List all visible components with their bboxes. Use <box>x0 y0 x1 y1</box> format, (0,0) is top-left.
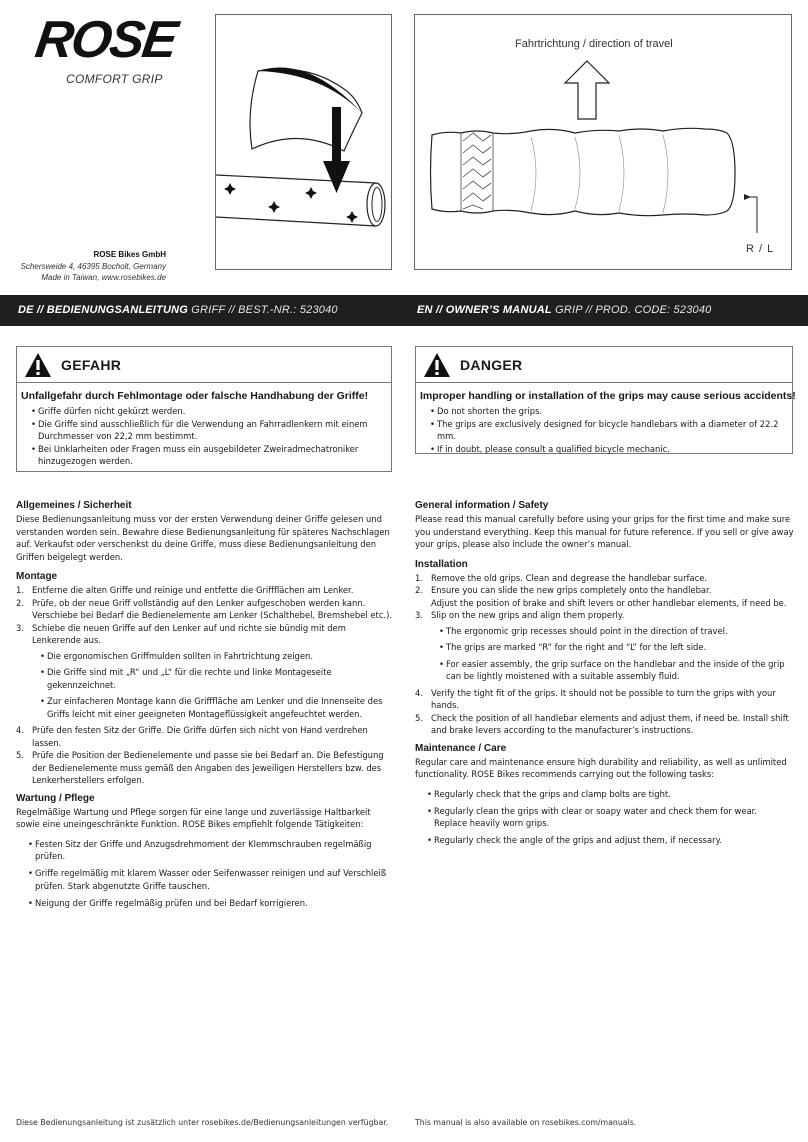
company-info <box>20 249 166 284</box>
list-item: • Griffe regelmäßig mit klarem Wasser oder Seifenwasser reinigen und auf Verschleiß prüfen. Stark abgenutzte Griffe tauschen. <box>28 867 394 892</box>
list-item <box>415 572 797 585</box>
step-text: Entferne die alten Griffe und reinige und entfette die Griffflächen am Lenker. <box>32 585 354 595</box>
warning-header-de <box>17 347 391 383</box>
step-text: Ensure you can slide the new grips completely onto the handlebar. Adjust the position of brake and shift levers or other handlebar elements, if need be. <box>431 585 787 608</box>
list-item: • Regularly clean the grips with clear or soapy water and check them for wear. Replace heavily worn grips. <box>427 805 797 830</box>
warning-item: • Do not shorten the grips. <box>430 405 792 418</box>
warning-list-de <box>31 405 391 468</box>
step-number: 5. <box>415 712 423 723</box>
band-title-en <box>417 304 711 316</box>
list-item: • The grips are marked “R” for the right and “L” for the left side. <box>439 641 797 654</box>
grip-drawing <box>415 15 792 270</box>
brand-logo <box>31 11 186 86</box>
warning-item: • Griffe dürfen nicht gekürzt werden. <box>31 405 391 418</box>
warning-box-de <box>16 346 392 472</box>
step-number: 2. <box>415 585 423 595</box>
rl-label: R / L <box>746 243 775 255</box>
warning-triangle-icon <box>423 352 451 378</box>
warning-lead-de: Unfallgefahr durch Fehlmontage oder falsche Handhabung der Griffe! <box>21 390 369 402</box>
list-item <box>16 749 394 787</box>
band-de-title: BEDIENUNGSANLEITUNG <box>46 304 189 316</box>
list-item: • For easier assembly, the grip surface on the handlebar and the inside of the grip can be lightly moistened with a suitable assembly fluid. <box>439 658 797 683</box>
list-item: • The ergonomic grip recesses should point in the direction of travel. <box>439 625 797 638</box>
step-text: Slip on the new grips and align them properly. <box>431 610 625 620</box>
care-list-de <box>28 838 394 910</box>
section-title-care-en: Maintenance / Care <box>415 742 507 754</box>
section-text-care-en: Regular care and maintenance ensure high durability and reliability, as well as unlimited functionality. ROSE Bikes recommends carrying out the following tasks: <box>415 756 787 779</box>
footer-en: This manual is also available on rosebikes.com/manuals. <box>415 1118 637 1127</box>
install-substeps-de <box>40 650 394 721</box>
care-list-en <box>427 788 797 847</box>
list-item: • Die ergonomischen Griffmulden sollten in Fahrtrichtung zeigen. <box>40 650 394 663</box>
direction-label: Fahrtrichtung / direction of travel <box>515 38 673 50</box>
step-number: 4. <box>16 725 24 735</box>
band-de-suffix: GRIFF // BEST.-NR.: 523040 <box>191 304 338 316</box>
list-item: • Zur einfacheren Montage kann die Grifffläche am Lenker und die Innenseite des Griffs leicht mit einer geeigneten Montageflüssigkeit angefeuchtet werden. <box>40 695 394 720</box>
column-en <box>415 500 797 851</box>
section-text-care-de: Regelmäßige Wartung und Pflege sorgen für eine lange und zuverlässige Haltbarkeit sowie eine uneingeschränkte Funktion. ROSE Bikes empfiehlt folgende Tätigkeiten: <box>16 806 371 829</box>
list-item: • Regularly check that the grips and clamp bolts are tight. <box>427 788 797 801</box>
band-en-prefix: EN // <box>417 304 443 316</box>
list-item: • Neigung der Griffe regelmäßig prüfen und bei Bedarf korrigieren. <box>28 897 394 910</box>
list-item <box>16 597 394 622</box>
warning-item: • Bei Unklarheiten oder Fragen muss ein ausgebildeter Zweiradmechatroniker hinzugezogen werden. <box>31 443 391 468</box>
list-item <box>415 584 797 609</box>
footer-de: Diese Bedienungsanleitung ist zusätzlich unter rosebikes.de/Bedienungsanleitungen verfügbar. <box>16 1118 389 1127</box>
logo-wordmark: ROSE <box>31 11 180 69</box>
step-number: 5. <box>16 750 24 760</box>
step-number: 2. <box>16 597 24 608</box>
step-number: 4. <box>415 687 423 698</box>
illustration-cleaning <box>215 14 392 270</box>
warning-box-en <box>415 346 796 454</box>
product-name: COMFORT GRIP <box>66 72 163 86</box>
cleaning-drawing <box>216 15 392 270</box>
step-text: Prüfe, ob der neue Griff vollständig auf den Lenker aufgeschoben werden kann. Verschiebe bei Bedarf die Bedienelemente am Lenker (Schalthebel, Bremshebel etc.). <box>32 597 393 620</box>
list-item: • Regularly check the angle of the grips and adjust them, if necessary. <box>427 834 797 847</box>
direction-arrow-icon <box>565 61 609 119</box>
section-text-general-en: Please read this manual carefully before using your grips for the first time and make sure you understand everything. Keep this manual for future reference. If you sell or give away your grips, please also include the owner’s manual. <box>415 514 794 549</box>
warning-list-en <box>430 405 792 455</box>
title-band <box>0 295 808 326</box>
list-item <box>16 622 394 721</box>
step-number: 3. <box>415 610 423 620</box>
company-made-in: Made in Taiwan, www.rosebikes.de <box>41 273 166 282</box>
company-address: Schersweide 4, 46395 Bocholt, Germany <box>20 261 166 271</box>
band-title-de <box>18 304 338 316</box>
section-text-general-de: Diese Bedienungsanleitung muss vor der ersten Verwendung deiner Griffe gelesen und verstanden worden sein. Bewahre diese Bedienungsanleitung für späteres Nachschlagen auf. Verkaufst oder verschenkst du deine Griffe, muss diese Bedienungsanleitung den Griffen beigelegt werden. <box>16 514 390 562</box>
band-en-suffix: GRIP // PROD. CODE: 523040 <box>555 304 712 316</box>
warning-title-de: GEFAHR <box>61 357 122 373</box>
warning-title-en: DANGER <box>460 357 523 373</box>
section-title-general-de: Allgemeines / Sicherheit <box>16 500 132 511</box>
warning-item: • If in doubt, please consult a qualified bicycle mechanic. <box>430 443 792 456</box>
install-steps-de <box>16 584 394 787</box>
step-number: 3. <box>16 622 24 633</box>
band-de-prefix: DE // <box>18 304 44 316</box>
warning-triangle-icon <box>24 352 52 378</box>
step-text: Remove the old grips. Clean and degrease the handlebar surface. <box>431 572 708 583</box>
section-title-install-de: Montage <box>16 571 58 582</box>
step-text: Prüfe den festen Sitz der Griffe. Die Griffe dürfen sich nicht von Hand verdrehen lassen. <box>32 725 368 748</box>
band-en-title: OWNER’S MANUAL <box>445 304 552 316</box>
section-title-general-en: General information / Safety <box>415 500 549 511</box>
warning-item: • The grips are exclusively designed for bicycle handlebars with a diameter of 22.2 mm. <box>430 418 792 443</box>
step-text: Verify the tight fit of the grips. It should not be possible to turn the grips with your hands. <box>431 687 776 710</box>
step-number: 1. <box>415 572 423 583</box>
install-substeps-en <box>439 625 797 683</box>
column-de <box>16 500 394 914</box>
warning-lead-en: Improper handling or installation of the grips may cause serious accidents! <box>420 390 796 402</box>
step-text: Check the position of all handlebar elements and adjust them, if need be. Install shift and brake levers according to the manufacturer’s instructions. <box>431 712 789 735</box>
list-item: • Festen Sitz der Griffe und Anzugsdrehmoment der Klemmschrauben regelmäßig prüfen. <box>28 838 394 863</box>
section-title-care-de: Wartung / Pflege <box>16 792 95 804</box>
warning-item: • Die Griffe sind ausschließlich für die Verwendung an Fahrradlenkern mit einem Durchmesser von 22,2 mm bestimmt. <box>31 418 391 443</box>
step-text: Prüfe die Position der Bedienelemente und passe sie bei Bedarf an. Die Befestigung der Bedienelemente muss gemäß den Angaben des jeweiligen Herstellers bzw. des Lenkerherstellers erfolgen. <box>32 750 384 785</box>
install-steps-en <box>415 572 797 737</box>
list-item <box>415 687 797 712</box>
list-item <box>415 609 797 683</box>
list-item <box>16 584 394 597</box>
step-text: Schiebe die neuen Griffe auf den Lenker auf und richte sie bündig mit dem Lenkerende aus. <box>32 622 346 645</box>
company-name: ROSE Bikes GmbH <box>93 250 166 259</box>
section-title-install-en: Installation <box>415 558 468 570</box>
warning-header-en <box>416 347 792 383</box>
list-item: • Die Griffe sind mit „R“ und „L“ für die rechte und linke Montageseite gekennzeichnet. <box>40 666 394 691</box>
illustration-grip <box>414 14 792 270</box>
list-item <box>16 724 394 749</box>
list-item <box>415 712 797 737</box>
step-number: 1. <box>16 585 24 595</box>
